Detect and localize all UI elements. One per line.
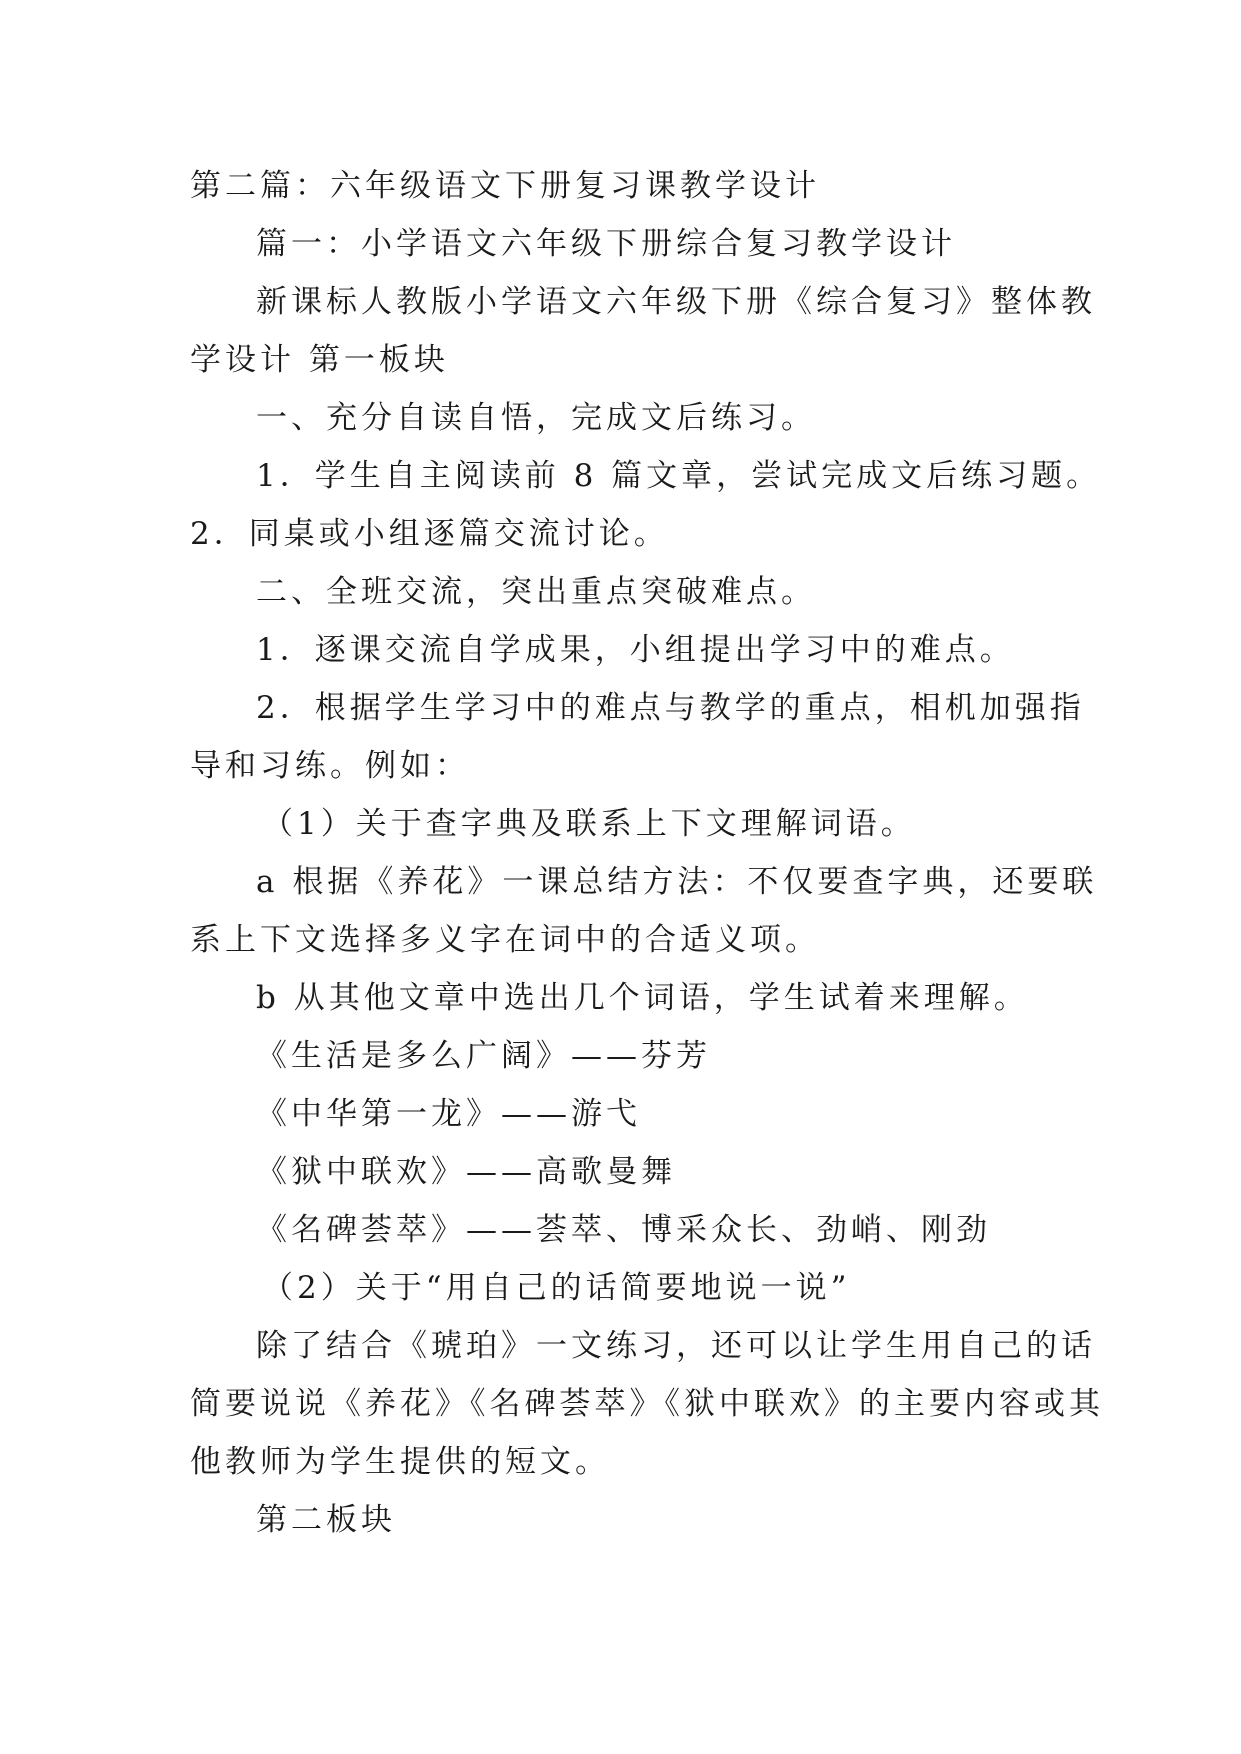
list-item: 2．根据学生学习中的难点与教学的重点，相机加强指 [256, 690, 1085, 726]
sub-item: （2）关于“用自己的话简要地说一说” [262, 1270, 851, 1306]
paragraph-line: 新课标人教版小学语文六年级下册《综合复习》整体教 [256, 284, 1096, 320]
paragraph-line: a 根据《养花》一课总结方法：不仅要查字典，还要联 [256, 864, 1098, 900]
paragraph-line: 简要说说《养花》《名碑荟萃》《狱中联欢》的主要内容或其 [190, 1386, 1104, 1422]
example-line: 《狱中联欢》——高歌曼舞 [256, 1154, 676, 1190]
doc-title: 第二篇：六年级语文下册复习课教学设计 [190, 168, 820, 204]
paragraph-line: 系上下文选择多义字在词中的合适义项。 [190, 922, 820, 958]
section-heading: 篇一：小学语文六年级下册综合复习教学设计 [256, 226, 956, 262]
list-item: 1．逐课交流自学成果，小组提出学习中的难点。 [256, 632, 1015, 668]
paragraph-line: 学设计 第一板块 [190, 342, 449, 378]
list-item: 2．同桌或小组逐篇交流讨论。 [190, 516, 669, 552]
paragraph-line: 除了结合《琥珀》一文练习，还可以让学生用自己的话 [256, 1328, 1096, 1364]
list-heading: 二、全班交流，突出重点突破难点。 [256, 574, 816, 610]
paragraph-line: b 从其他文章中选出几个词语，学生试着来理解。 [256, 980, 1029, 1016]
example-line: 《中华第一龙》——游弋 [256, 1096, 641, 1132]
example-line: 《名碑荟萃》——荟萃、博采众长、劲峭、刚劲 [256, 1212, 991, 1248]
list-heading: 一、充分自读自悟，完成文后练习。 [256, 400, 816, 436]
example-line: 《生活是多么广阔》——芬芳 [256, 1038, 711, 1074]
paragraph-line: 导和习练。例如： [190, 748, 470, 784]
sub-item: （1）关于查字典及联系上下文理解词语。 [262, 806, 916, 842]
paragraph-line: 他教师为学生提供的短文。 [190, 1444, 610, 1480]
section-heading: 第二板块 [256, 1502, 396, 1538]
list-item: 1．学生自主阅读前 8 篇文章，尝试完成文后练习题。 [256, 458, 1102, 494]
